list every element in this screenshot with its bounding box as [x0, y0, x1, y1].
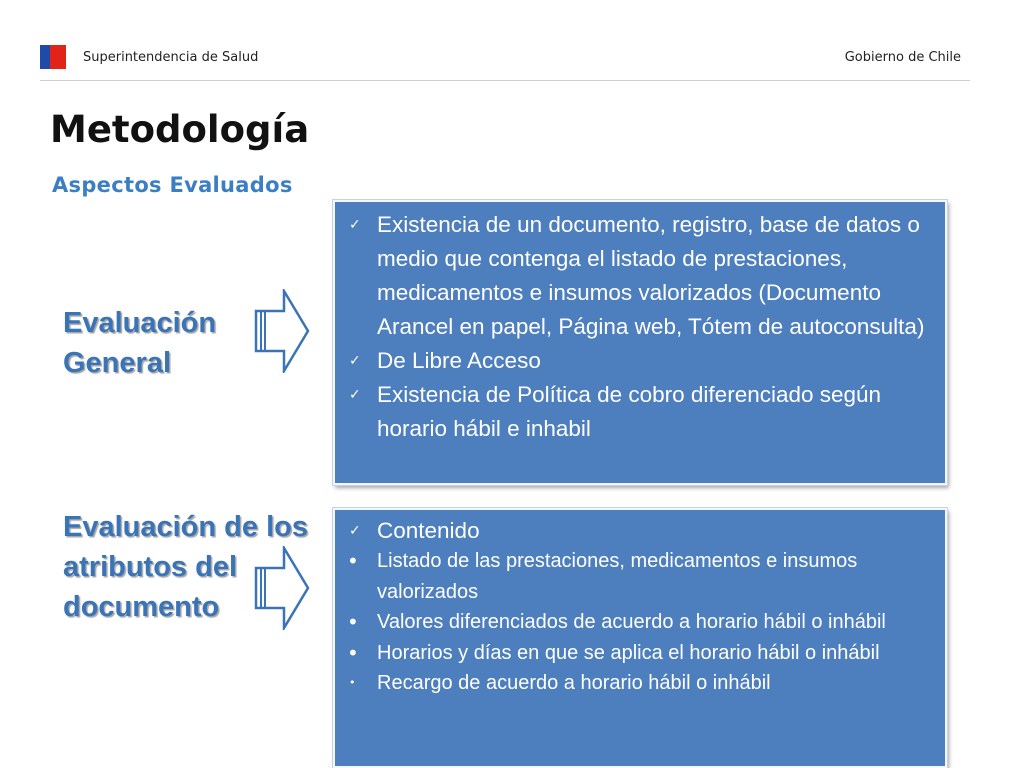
- checkmark-icon: ✓: [349, 353, 361, 369]
- list-item: [343, 514, 929, 548]
- list-item: [343, 668, 929, 699]
- right-arrow-icon: [254, 546, 310, 630]
- section-label-evaluacion-general: Evaluación General: [63, 307, 217, 379]
- item-text: Existencia de un documento, registro, base de datos o medio que contenga el listado de prestaciones, medicamentos e insumos valorizados (Documento Arancel en papel, Página web, Tótem de autoconsulta): [377, 212, 925, 339]
- item-text: Listado de las prestaciones, medicamentos e insumos valorizados: [377, 550, 858, 603]
- bullet-dot: •: [347, 549, 359, 573]
- item-text: De Libre Acceso: [377, 348, 541, 373]
- list-item: [343, 378, 929, 446]
- page-subtitle: Aspectos Evaluados: [52, 173, 293, 197]
- page-title: Metodología: [50, 108, 310, 151]
- list-item: [343, 546, 929, 607]
- right-arrow-icon: [254, 289, 310, 373]
- general-evaluation-box: [333, 200, 947, 485]
- list-item: [343, 638, 929, 669]
- list-item: [343, 344, 929, 378]
- section-label-evaluacion-atributos: Evaluación de los atributos del documento: [63, 511, 308, 623]
- bullet-dot: •: [347, 610, 359, 634]
- checkmark-icon: ✓: [349, 523, 361, 539]
- attributes-evaluation-box: [333, 508, 947, 768]
- checkmark-icon: ✓: [349, 217, 361, 233]
- item-text: Recargo de acuerdo a horario hábil o inhábil: [377, 672, 771, 694]
- list-item: [343, 208, 929, 344]
- item-text: Contenido: [377, 518, 480, 543]
- header-divider: [40, 80, 970, 81]
- bullet-dot: •: [347, 640, 359, 665]
- list-item: [343, 607, 929, 638]
- item-text: Existencia de Política de cobro diferenciado según horario hábil e inhabil: [377, 382, 882, 441]
- item-text: Horarios y días en que se aplica el horario hábil o inhábil: [377, 641, 880, 664]
- item-text: Valores diferenciados de acuerdo a horario hábil o inhábil: [377, 611, 886, 633]
- bullet-dot: •: [349, 676, 356, 689]
- government-name: Gobierno de Chile: [844, 50, 961, 65]
- organization-name: Superintendencia de Salud: [83, 50, 259, 65]
- checkmark-icon: ✓: [349, 387, 361, 403]
- chile-flag-logo: [40, 45, 66, 69]
